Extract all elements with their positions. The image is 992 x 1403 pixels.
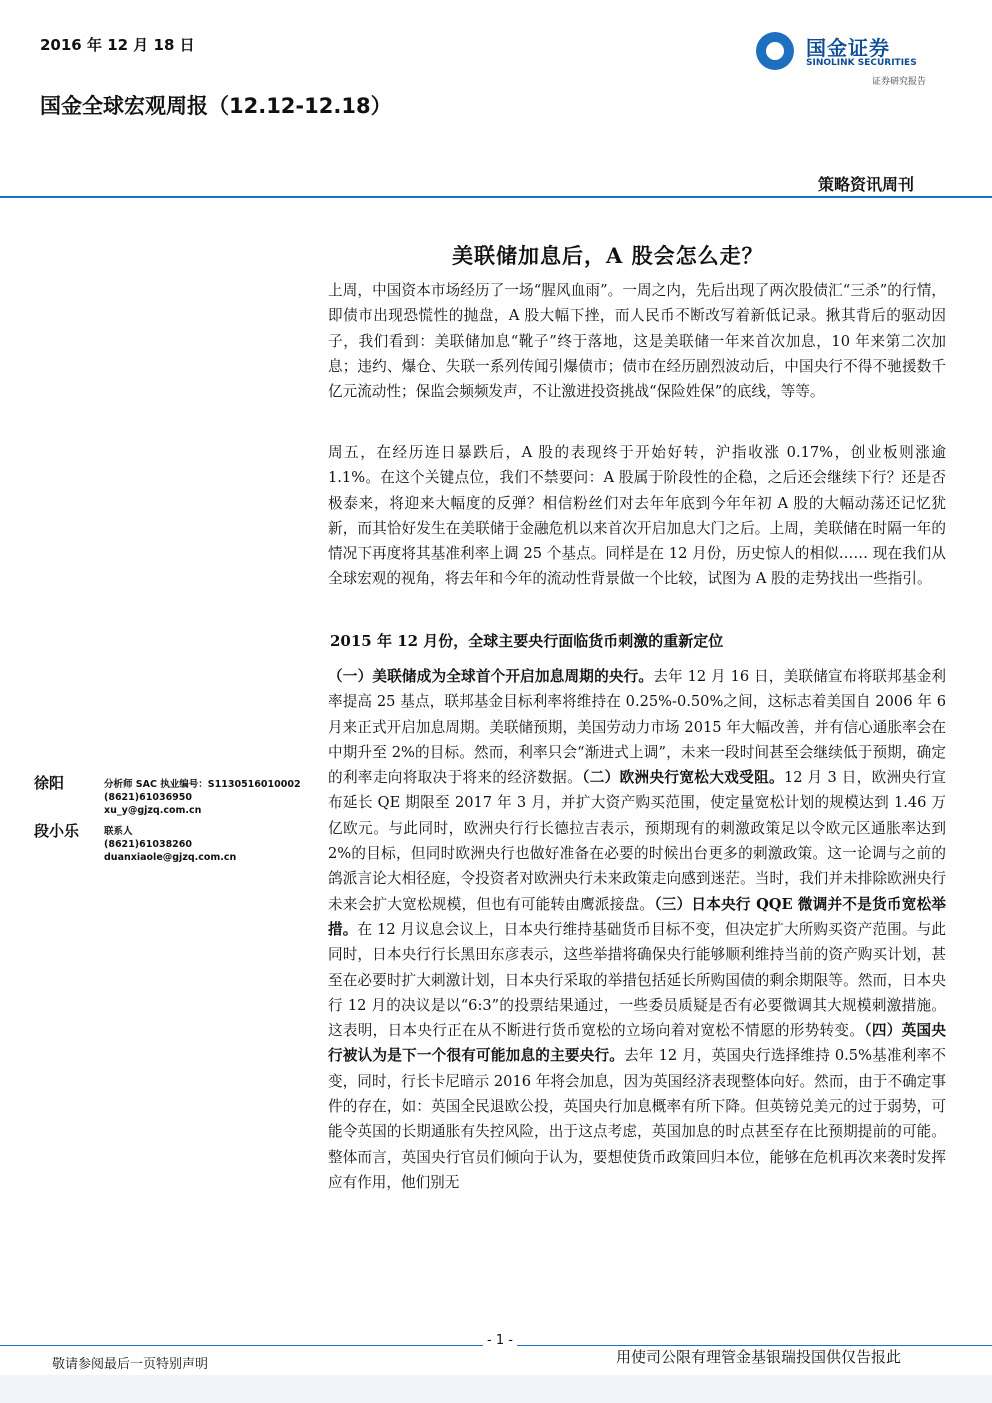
logo-emblem-icon: [756, 32, 794, 70]
text-fed: 去年 12 月 16 日，美联储宣布将联邦基金利率提高 25 基点，联邦基金目标利率将维持在 0.25%-0.50%之间，这标志着美国自 2006 年 6 月来正式开启加息周期。美联储预期，美国劳动力市场 2015 年大幅改善，并有信心通胀率会在中期升至 2%的目标。然而，利率只会“渐进式上调”，未来一段时间甚至会继续低于预期，确定的利率走向将取决于将来的经济数据。: [328, 668, 946, 787]
header-divider: [0, 196, 992, 198]
text-boe: 去年 12 月，英国央行选择维持 0.5%基准利率不变，同时，行长卡尼暗示 2016 年将会加息，因为英国经济表现整体向好。然而，由于不确定事件的存在，如：英国全民退欧公投，英国央行加息概率有所下降。但英镑兑美元的过于弱势，可能令英国的长期通胀有失控风险，出于这点考虑，英国加息的时点甚至存在比预期提前的可能。整体而言，英国央行官员们倾向于认为，要想使货币政策回归本位，能够在危机再次来袭时发挥应有作用，他们别无: [328, 1047, 946, 1191]
report-date: 2016 年 12 月 18 日: [40, 36, 195, 54]
analyst-email[interactable]: xu_y@gjzq.com.cn: [104, 805, 202, 816]
text-boj: 在 12 月议息会议上，日本央行维持基础货币目标不变，但决定扩大所购买资产范围。与此同时，日本央行行长黑田东彦表示，这些举措将确保央行能够顺利维持当前的资产购买计划，甚至在必要时扩大刺激计划，日本央行采取的举措包括延长所购国债的剩余期限等。然而，日本央行 12 月的决议是以“6:3”的投票结果通过，一些委员质疑是否有必要微调其大规模刺激措施。这表明，日本央行正在从不断进行货币宽松的立场向着对宽松不情愿的形势转变。: [328, 920, 946, 1040]
subhead-ecb: （二）欧洲央行宽松大戏受阻。: [582, 769, 784, 787]
paragraph-3: [328, 664, 946, 1195]
paragraph-1: 上周，中国资本市场经历了一场“腥风血雨”。一周之内，先后出现了两次股债汇“三杀”的行情，即债市出现恐慌性的抛盘，A 股大幅下挫，而人民币不断改写着新低记录。揪其背后的驱动因子，我们看到：美联储加息“靴子”终于落地，这是美联储一年来首次加息，10 年来第二次加息；违约、爆仓、失联一系列传闻引爆债市；债市在经历剧烈波动后，中国央行不得不驰援数千亿元流动性；保监会频频发声，不让激进投资挑战“保险姓保”的底线，等等。: [328, 282, 946, 401]
company-logo: [756, 28, 956, 92]
analyst-phone: (8621)61036950: [104, 792, 193, 803]
contact-phone: (8621)61038260: [104, 839, 193, 850]
subhead-boj: （三）日本央行 QQE 微调并不是货币宽松举措。: [328, 895, 946, 938]
contact-email[interactable]: duanxiaole@gjzq.com.cn: [104, 852, 237, 863]
footer-notice: 用使司公限有理管金基银瑞投国供仅告报此: [616, 1348, 902, 1366]
text-ecb: 12 月 3 日，欧洲央行宣布延长 QE 期限至 2017 年 3 月，并扩大资产购买范围，使定量宽松计划的规模达到 1.46 万亿欧元。与此同时，欧洲央行行长德拉吉表示，预期现有的刺激政策足以令欧元区通胀率达到 2%的目标，但同时欧洲央行也做好准备在必要的时候出台更多的刺激政策。这一论调与之前的鸽派言论大相径庭，令投资者对欧洲央行未来政策走向感到迷茫。当时，我们并未排除欧洲央行未来会扩大宽松规模，但也有可能转由鹰派接盘。: [328, 769, 946, 913]
contact-role: 联系人: [104, 826, 133, 837]
analyst-role: 分析师 SAC 执业编号：S1130516010002: [104, 779, 301, 790]
subhead-boe: （四）英国央行被认为是下一个很有可能加息的主要央行。: [328, 1022, 946, 1065]
article-title: 美联储加息后，A 股会怎么走？: [452, 243, 764, 268]
page-number: - 1 -: [483, 1333, 517, 1348]
report-title: 国金全球宏观周报（12.12-12.18）: [40, 94, 392, 118]
analyst-info: [104, 778, 301, 817]
logo-cn-text: 国金证券: [806, 36, 890, 60]
disclaimer-note: 敬请参阅最后一页特别声明: [52, 1357, 209, 1372]
section-heading: 2015 年 12 月份，全球主要央行面临货币刺激的重新定位: [330, 632, 724, 650]
analyst-name: 徐阳: [34, 774, 65, 792]
contact-name: 段小乐: [34, 822, 80, 840]
contact-info: [104, 825, 236, 864]
paragraph-2: 周五，在经历连日暴跌后，A 股的表现终于开始好转，沪指收涨 0.17%，创业板则涨逾 1.1%。在这个关键点位，我们不禁要问：A 股属于阶段性的企稳，之后还会继续下行？还是否极泰来，将迎来大幅度的反弹？相信粉丝们对去年年底到今年年初 A 股的大幅动荡还记忆犹新，而其恰好发生在美联储于金融危机以来首次开启加息大门之后。上周，美联储在时隔一年的情况下再度将其基准利率上调 25 个基点。同样是在 12 月份，历史惊人的相似…… 现在我们从全球宏观的视角，将去年和今年的流动性背景做一个比较，试图为 A 股的走势找出一些指引。: [328, 444, 946, 588]
watermark-band: [0, 1375, 992, 1403]
logo-en-text: SINOLINK SECURITIES: [806, 58, 917, 68]
logo-subtitle: 证券研究报告: [872, 77, 927, 87]
report-category: 策略资讯周刊: [818, 175, 915, 194]
subhead-fed: （一）美联储成为全球首个开启加息周期的央行。: [328, 668, 654, 685]
